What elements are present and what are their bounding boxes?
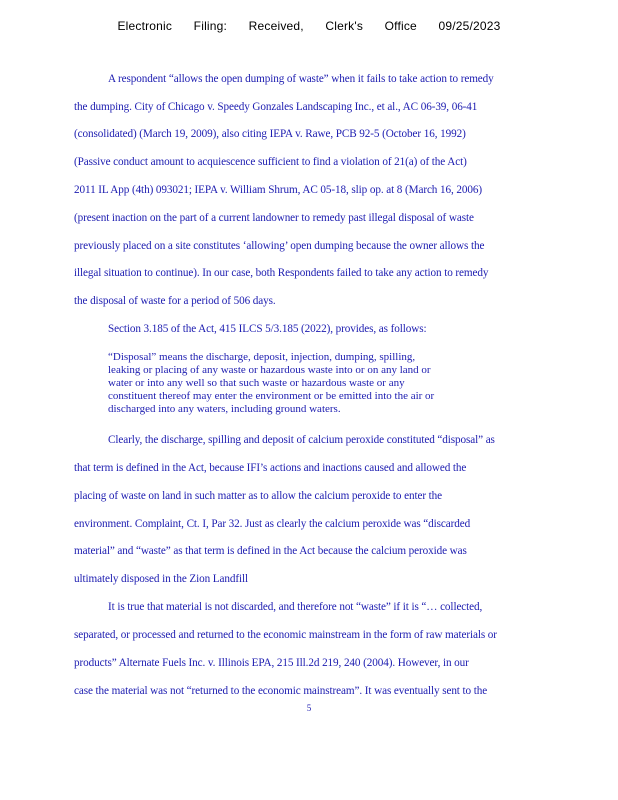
stamp-clerk: Clerk's — [325, 19, 364, 33]
body-line: products” Alternate Fuels Inc. v. Illinois EPA, 215 Ill.2d 219, 240 (2004). However, in our — [74, 657, 469, 669]
stamp-received: Received, — [248, 19, 304, 33]
stamp-office: Office — [384, 19, 417, 33]
stamp-filing: Filing: — [193, 19, 228, 33]
body-line: previously placed on a site constitutes ‘allowing’ open dumping because the owner allows the — [74, 240, 485, 252]
section-intro: Section 3.185 of the Act, 415 ILCS 5/3.185 (2022), provides, as follows: — [108, 323, 427, 335]
body-line: 2011 IL App (4th) 093021; IEPA v. William Shrum, AC 05-18, slip op. at 8 (March 16, 2006) — [74, 184, 482, 196]
quote-line: constituent thereof may enter the environment or be emitted into the air or — [108, 390, 435, 402]
filing-stamp-header — [0, 19, 618, 33]
body-line: (Passive conduct amount to acquiescence sufficient to find a violation of 21(a) of the Act) — [74, 156, 467, 168]
body-line: environment. Complaint, Ct. I, Par 32. Just as clearly the calcium peroxide was “discarded — [74, 518, 471, 530]
body-line: A respondent “allows the open dumping of waste” when it fails to take action to remedy — [108, 73, 494, 85]
body-line: (consolidated) (March 19, 2009), also citing IEPA v. Rawe, PCB 92-5 (October 16, 1992) — [74, 128, 466, 140]
body-line: (present inaction on the part of a current landowner to remedy past illegal disposal of waste — [74, 212, 474, 224]
quote-line: leaking or placing of any waste or hazardous waste into or on any land or — [108, 364, 431, 376]
body-line: It is true that material is not discarded, and therefore not “waste” if it is “… collected, — [108, 601, 483, 613]
body-line: that term is defined in the Act, because IFI’s actions and inactions caused and allowed the — [74, 462, 467, 474]
stamp-date: 09/25/2023 — [438, 19, 501, 33]
block-quote — [108, 351, 528, 416]
page-number: 5 — [306, 703, 312, 713]
body-line: placing of waste on land in such matter as to allow the calcium peroxide to enter the — [74, 490, 443, 502]
body-line: the disposal of waste for a period of 506 days. — [74, 295, 276, 307]
body-line: material” and “waste” as that term is defined in the Act because the calcium peroxide was — [74, 545, 467, 557]
quote-line: discharged into any waters, including ground waters. — [108, 403, 341, 415]
body-line: separated, or processed and returned to the economic mainstream in the form of raw materials or — [74, 629, 497, 641]
body-line: ultimately disposed in the Zion Landfill — [74, 573, 249, 585]
body-line: case the material was not “returned to the economic mainstream”. It was eventually sent to the — [74, 685, 488, 697]
body-line: the dumping. City of Chicago v. Speedy Gonzales Landscaping Inc., et al., AC 06-39, 06-41 — [74, 101, 478, 113]
body-line: illegal situation to continue). In our case, both Respondents failed to take any action to remedy — [74, 267, 489, 279]
body-line: Clearly, the discharge, spilling and deposit of calcium peroxide constituted “disposal” as — [108, 434, 495, 446]
quote-line: water or into any well so that such waste or hazardous waste or any — [108, 377, 405, 389]
quote-line: “Disposal” means the discharge, deposit, injection, dumping, spilling, — [108, 351, 416, 363]
stamp-electronic: Electronic — [117, 19, 173, 33]
